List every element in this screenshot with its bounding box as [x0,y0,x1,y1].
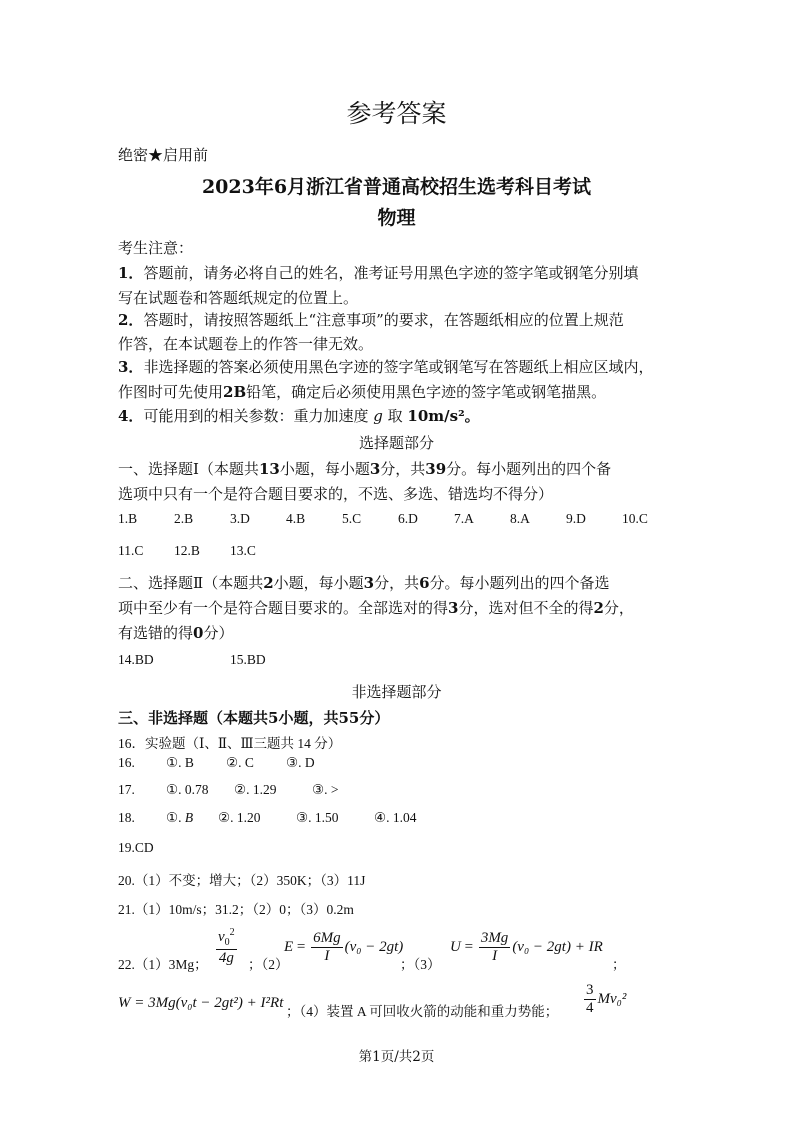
answer-item: 10.C [622,511,648,526]
non-choice-section-title: 非选择题部分 [351,683,442,701]
answer-item: 4.B [286,511,306,526]
notice-item-number: 4． [118,407,144,425]
q22-work-expr: W = 3Mg(v₀t − 2gt²) + I²Rt [118,995,284,1011]
choice-2-heading-line-3: 有选错的得0分） [118,624,234,642]
subject-title: 物理 [377,207,416,229]
choice-section-title: 选择题部分 [358,434,434,452]
choice-2-heading-line-1: 二、选择题Ⅱ（本题共2小题，每小题3分，共6分。每小题列出的四个备选 [118,574,610,592]
answer-item: 5.C [342,511,362,526]
answer-item: 14.BD [118,652,154,667]
notice-heading: 考生注意： [118,239,194,257]
answers-row-3 [118,652,266,668]
answer-item: 1.B [118,511,138,526]
q16-label: 16．实验题（Ⅰ、Ⅱ、Ⅲ三题共 14 分） [118,736,342,751]
notice-item-number: 2． [118,311,144,329]
q22-prefix: 22.（1）3Mg； [118,957,208,972]
answer-item: 12.B [174,543,200,558]
answer-item: 8.A [510,511,530,526]
notice-text: 答题前，请务必将自己的姓名，准考证号用黑色字迹的签字笔或钢笔分别填 [143,264,639,282]
notice-item-2-line-1 [118,309,624,330]
answer-item: 15.BD [230,652,266,667]
q16-answers: 16. ①. B ②. C ③. D [118,755,315,770]
q19-answer: 19.CD [118,840,154,855]
exam-title: 2023年6月浙江省普通高校招生选考科目考试 [201,176,592,198]
answer-item: 2.B [174,511,194,526]
q22-separator-2: ；（2） [248,957,289,972]
answer-item: 6.D [398,511,418,526]
choice-1-heading-line-2: 选项中只有一个是符合题目要求的，不选、多选、错选均不得分） [118,485,554,503]
notice-item-number: 1． [118,264,144,282]
choice-1-heading-line-1: 一、选择题Ⅰ（本题共13小题，每小题3分，共39分。每小题列出的四个备 [118,460,612,478]
answer-item: 13.C [230,543,256,558]
notice-item-1-line-1 [118,262,638,283]
answers-row-1 [118,511,648,527]
q21-answer: 21.（1）10m/s；31.2；（2）0；（3）0.2m [118,902,354,917]
q18-answers: 18. ①. B ②. 1.20 ③. 1.50 ④. 1.04 [118,810,417,825]
notice-item-3-line-2: 作图时可先使用2B铅笔，确定后必须使用黑色字迹的签字笔或钢笔描黑。 [118,383,607,401]
notice-item-1-line-2: 写在试题卷和答题纸规定的位置上。 [118,289,359,307]
notice-text: 答题时，请按照答题纸上“注意事项”的要求，在答题纸相应的位置上规范 [143,311,624,329]
q22-part-4-text: ；（4）装置 A 可回收火箭的动能和重力势能； [286,1004,559,1019]
answer-item: 9.D [566,511,586,526]
answer-item: 7.A [454,511,474,526]
page-number: 第1页/共2页 [358,1049,435,1065]
answer-key-heading: 参考答案 [346,99,447,128]
non-choice-heading: 三、非选择题（本题共5小题，共55分） [118,709,390,727]
answer-item: 11.C [118,543,144,558]
answers-row-2 [118,543,256,559]
notice-item-2-line-2: 作答，在本试题卷上的作答一律无效。 [118,335,374,353]
choice-2-heading-line-2: 项中至少有一个是符合题目要求的。全部选对的得3分，选对但不全的得2分， [118,599,634,617]
confidential-label: 绝密★启用前 [118,146,209,164]
q22-voltage-expr-E: E = $\frac{6Mg}{I}$ (v₀ − 2gt) [284,930,404,965]
q22-voltage-expr-U: U = $\frac{3Mg}{I}$ (v₀ − 2gt) + IR [450,930,603,965]
q17-answers: 17. ①. 0.78 ②. 1.29 ③. > [118,782,339,797]
notice-item-3-line-1 [118,356,653,377]
notice-item-4: 4．可能用到的相关参数：重力加速度 g 取 10m/s²。 [118,407,480,425]
q22-semicolon: ； [612,957,626,972]
answer-item: 3.D [230,511,250,526]
notice-item-number: 3． [118,358,144,376]
q20-answer: 20.（1）不变；增大；（2）350K；（3）11J [118,873,366,888]
q22-separator-3: ；（3） [400,957,441,972]
q22-final-expr: $\frac{3}{4}$ Mv₀² [586,982,627,1017]
q22-fraction-1: $\frac{v_0^2}{4g}$ [218,927,235,966]
notice-text: 非选择题的答案必须使用黑色字迹的签字笔或钢笔写在答题纸上相应区域内， [143,358,654,376]
